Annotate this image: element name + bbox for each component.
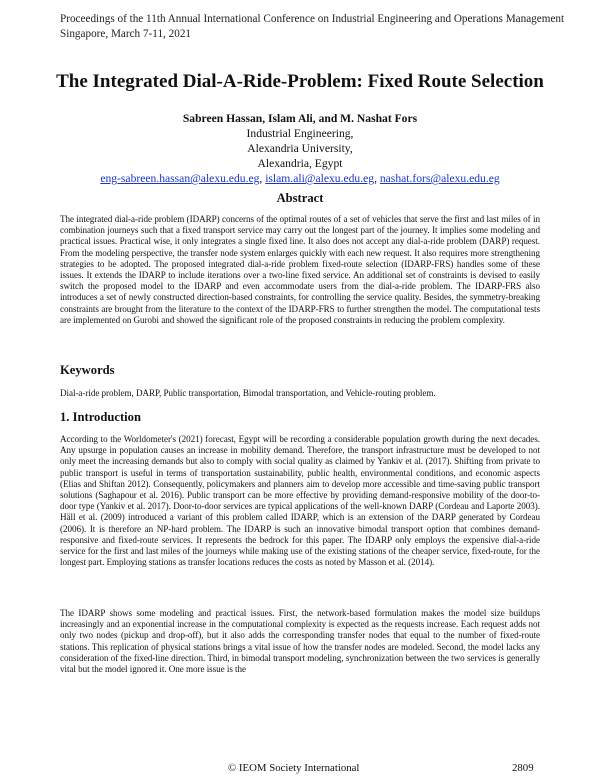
introduction-paragraph-1: According to the Worldometer's (2021) forecast, Egypt will be recording a considerable population growth during the next decades. Any upsurge in population causes an increase in mobility demand. Therefore, the transport infrastructure must be developed to not only meet the increasing demands but also to comply with social quality as claimed by Yankiv et al. (2017). Shifting from private to public transport is useful in terms of transportation sustainability, public health, environmental conditions, and economic aspects (Elias and Shiftan 2012). Consequently, policymakers and planners aim to develop more accessible and time-saving public transport solutions (Saghapour et al. 2016). Public transport can be more effective by providing demand-responsive mobility of the door-to-door type (Yankiv et al. 2017). Door-to-door services are typical applications of the well-known DARP (Cordeau and Laporte 2003). Häll et al. (2009) introduced a variant of this problem called IDARP, which is an extension of the DARP generated by Cordeau (2006). It is therefore an NP-hard problem. The IDARP is such an innovative bimodal transport option that combines demand-responsive and fixed-route services. It represents the bedrock for this paper. The IDARP only employs the expensive dial-a-ride service for the first and last miles of the journeys while making use of the existing stations of the cheaper service, fixed-route, for the longest part. Employing stations as transfer locations reduces the costs as noted by Masson et al. (2014). bbox=[60, 434, 540, 568]
proceedings-line-1: Proceedings of the 11th Annual International Conference on Industrial Engineering and Operations Management bbox=[60, 13, 565, 25]
affiliation-location: Alexandria, Egypt bbox=[257, 157, 343, 170]
author-names: Sabreen Hassan, Islam Ali, and M. Nashat Fors bbox=[182, 112, 418, 125]
introduction-paragraph-2: The IDARP shows some modeling and practical issues. First, the network-based formulation makes the model size buildups increasingly and an exponential increase in the computational complexity is expected as the requests increase. Each request adds not only two nodes (pickup and drop-off), but it also adds the corresponding transfer nodes that equal to the number of fixed-route stations. This replication of physical stations brings a vital issue of how the transfer nodes are modeled. Second, the model lacks any consideration of the fixed-line direction. Third, in bimodal transport modeling, synchronization between the two services is generally vital but the model ignored it. One more issue is the bbox=[60, 608, 540, 675]
abstract-heading: Abstract bbox=[276, 191, 324, 205]
footer-page-number: 2809 bbox=[512, 762, 534, 774]
email-separator: , bbox=[259, 172, 266, 185]
email-separator: , bbox=[374, 172, 380, 185]
abstract-body: The integrated dial-a-ride problem (IDARP) concerns of the optimal routes of a set of vehicles that serve the first and last miles of in combination journeys such that a fixed transport service may carry out the longest part of the journey. It implies some modeling and practical issues. Practical wise, it only integrates a single fixed line. It also does not accept any dial-a-ride problem (DARP) request. From the modeling perspective, the transfer node system enlarges quickly with each new request. It also requires more strengthening strategies to be adopted. The proposed integrated dial-a-ride problem fixed-route selection (IDARP-FRS) handles some of these issues. It extends the IDARP to include iterations over a two-line fixed service. An additional set of constraints is devised to easily switch the proposed model to the IDARP and even accommodate users from the dial-a-ride problem. The IDARP-FRS also introduces a set of newly constructed direction-based constraints, for controlling the service quality. Besides, the symmetry-breaking constraints are brought from the literature to the context of the IDARP-FRS to further strengthen the model. The computational tests are implemented on Gurobi and showed the significant role of the proposed constraints in reducing the problem complexity. bbox=[60, 214, 540, 325]
email-link-hassan[interactable]: eng-sabreen.hassan@alexu.edu.eg bbox=[100, 172, 260, 185]
affiliation-university: Alexandria University, bbox=[247, 142, 353, 155]
paper-title: The Integrated Dial-A-Ride-Problem: Fixed Route Selection bbox=[56, 71, 544, 92]
email-link-ali[interactable]: islam.ali@alexu.edu.eg bbox=[265, 172, 375, 185]
email-link-fors[interactable]: nashat.fors@alexu.edu.eg bbox=[379, 172, 500, 185]
affiliation-department: Industrial Engineering, bbox=[246, 127, 354, 140]
footer-copyright: © IEOM Society International bbox=[228, 762, 360, 774]
introduction-heading: 1. Introduction bbox=[60, 410, 141, 424]
proceedings-header bbox=[60, 12, 565, 42]
author-emails bbox=[60, 171, 540, 186]
keywords-heading: Keywords bbox=[60, 363, 115, 377]
proceedings-line-2: Singapore, March 7-11, 2021 bbox=[60, 28, 192, 40]
keywords-body: Dial-a-ride problem, DARP, Public transportation, Bimodal transportation, and Vehicle-routing problem. bbox=[60, 388, 436, 398]
author-block bbox=[60, 111, 540, 186]
